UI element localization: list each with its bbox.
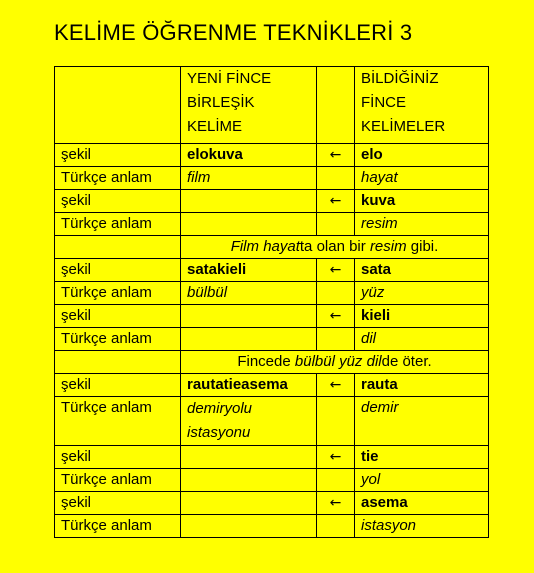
table-row	[55, 446, 489, 469]
header-new-line-1: YENİ FİNCE	[187, 70, 272, 87]
left-arrow-icon: ←	[317, 190, 355, 213]
header-known-words	[355, 67, 489, 144]
sentence-part: de öter.	[381, 353, 432, 370]
part-meaning: resim	[355, 213, 489, 236]
header-known-line-1: BİLDİĞİNİZ	[361, 70, 439, 87]
empty-cell	[181, 305, 317, 328]
left-arrow-icon: ←	[317, 144, 355, 167]
mnemonic-sentence	[181, 351, 489, 374]
row-label-meaning: Türkçe anlam	[55, 167, 181, 190]
compound-meaning: bülbül	[181, 282, 317, 305]
sentence-part: Film	[230, 238, 260, 255]
empty-cell	[181, 492, 317, 515]
part-shape: rauta	[355, 374, 489, 397]
table-row	[55, 213, 489, 236]
empty-cell	[317, 515, 355, 538]
part-shape: kieli	[355, 305, 489, 328]
table-row	[55, 515, 489, 538]
part-shape: tie	[355, 446, 489, 469]
empty-cell	[317, 397, 355, 446]
header-known-line-2: FİNCE	[361, 94, 406, 111]
empty-cell	[181, 446, 317, 469]
page-title: KELİME ÖĞRENME TEKNİKLERİ 3	[54, 20, 413, 45]
part-meaning: dil	[355, 328, 489, 351]
left-arrow-icon: ←	[317, 305, 355, 328]
part-meaning: demir	[355, 397, 489, 446]
part-meaning: istasyon	[355, 515, 489, 538]
row-label-shape: şekil	[55, 144, 181, 167]
sentence-row	[55, 351, 489, 374]
compound-meaning: demiryolu istasyonu	[181, 397, 317, 446]
table-row	[55, 190, 489, 213]
sentence-part: gibi.	[406, 238, 439, 255]
empty-cell	[317, 213, 355, 236]
table-row	[55, 282, 489, 305]
row-label-meaning: Türkçe anlam	[55, 515, 181, 538]
sentence-row	[55, 236, 489, 259]
part-meaning: yüz	[355, 282, 489, 305]
left-arrow-icon: ←	[317, 374, 355, 397]
empty-cell	[55, 351, 181, 374]
sentence-part: hayat	[263, 238, 300, 255]
table-row	[55, 328, 489, 351]
left-arrow-icon: ←	[317, 259, 355, 282]
vocabulary-table	[54, 66, 489, 538]
row-label-shape: şekil	[55, 190, 181, 213]
empty-cell	[317, 167, 355, 190]
part-meaning: yol	[355, 469, 489, 492]
compound-meaning: film	[181, 167, 317, 190]
empty-cell	[181, 328, 317, 351]
compound-shape: rautatieasema	[181, 374, 317, 397]
row-label-shape: şekil	[55, 446, 181, 469]
row-label-shape: şekil	[55, 492, 181, 515]
mnemonic-sentence	[181, 236, 489, 259]
part-shape: asema	[355, 492, 489, 515]
table-row	[55, 374, 489, 397]
sentence-part: bülbül yüz dil	[294, 353, 382, 370]
header-empty-cell	[55, 67, 181, 144]
compound-shape: elokuva	[181, 144, 317, 167]
table-row	[55, 305, 489, 328]
table-row	[55, 492, 489, 515]
part-shape: kuva	[355, 190, 489, 213]
empty-cell	[181, 213, 317, 236]
sentence-part: Fincede	[237, 353, 295, 370]
row-label-meaning: Türkçe anlam	[55, 397, 181, 446]
empty-cell	[317, 282, 355, 305]
empty-cell	[55, 236, 181, 259]
left-arrow-icon: ←	[317, 492, 355, 515]
header-arrow-cell	[317, 67, 355, 144]
sentence-part: resim	[369, 238, 407, 255]
part-shape: elo	[355, 144, 489, 167]
row-label-shape: şekil	[55, 374, 181, 397]
empty-cell	[317, 328, 355, 351]
part-shape: sata	[355, 259, 489, 282]
row-label-meaning: Türkçe anlam	[55, 282, 181, 305]
table-row	[55, 167, 489, 190]
table-row	[55, 469, 489, 492]
header-new-line-3: KELİME	[187, 118, 243, 135]
left-arrow-icon: ←	[317, 446, 355, 469]
empty-cell	[181, 469, 317, 492]
sentence-part: ta olan bir	[299, 238, 370, 255]
header-new-line-2: BİRLEŞİK	[187, 94, 255, 111]
empty-cell	[181, 190, 317, 213]
row-label-meaning: Türkçe anlam	[55, 469, 181, 492]
table-row	[55, 397, 489, 446]
table-header-row	[55, 67, 489, 144]
compound-shape: satakieli	[181, 259, 317, 282]
empty-cell	[181, 515, 317, 538]
row-label-meaning: Türkçe anlam	[55, 213, 181, 236]
table-row	[55, 259, 489, 282]
row-label-shape: şekil	[55, 259, 181, 282]
header-new-compound-word	[181, 67, 317, 144]
part-meaning: hayat	[355, 167, 489, 190]
header-known-line-3: KELİMELER	[361, 118, 446, 135]
row-label-shape: şekil	[55, 305, 181, 328]
table-row	[55, 144, 489, 167]
row-label-meaning: Türkçe anlam	[55, 328, 181, 351]
empty-cell	[317, 469, 355, 492]
